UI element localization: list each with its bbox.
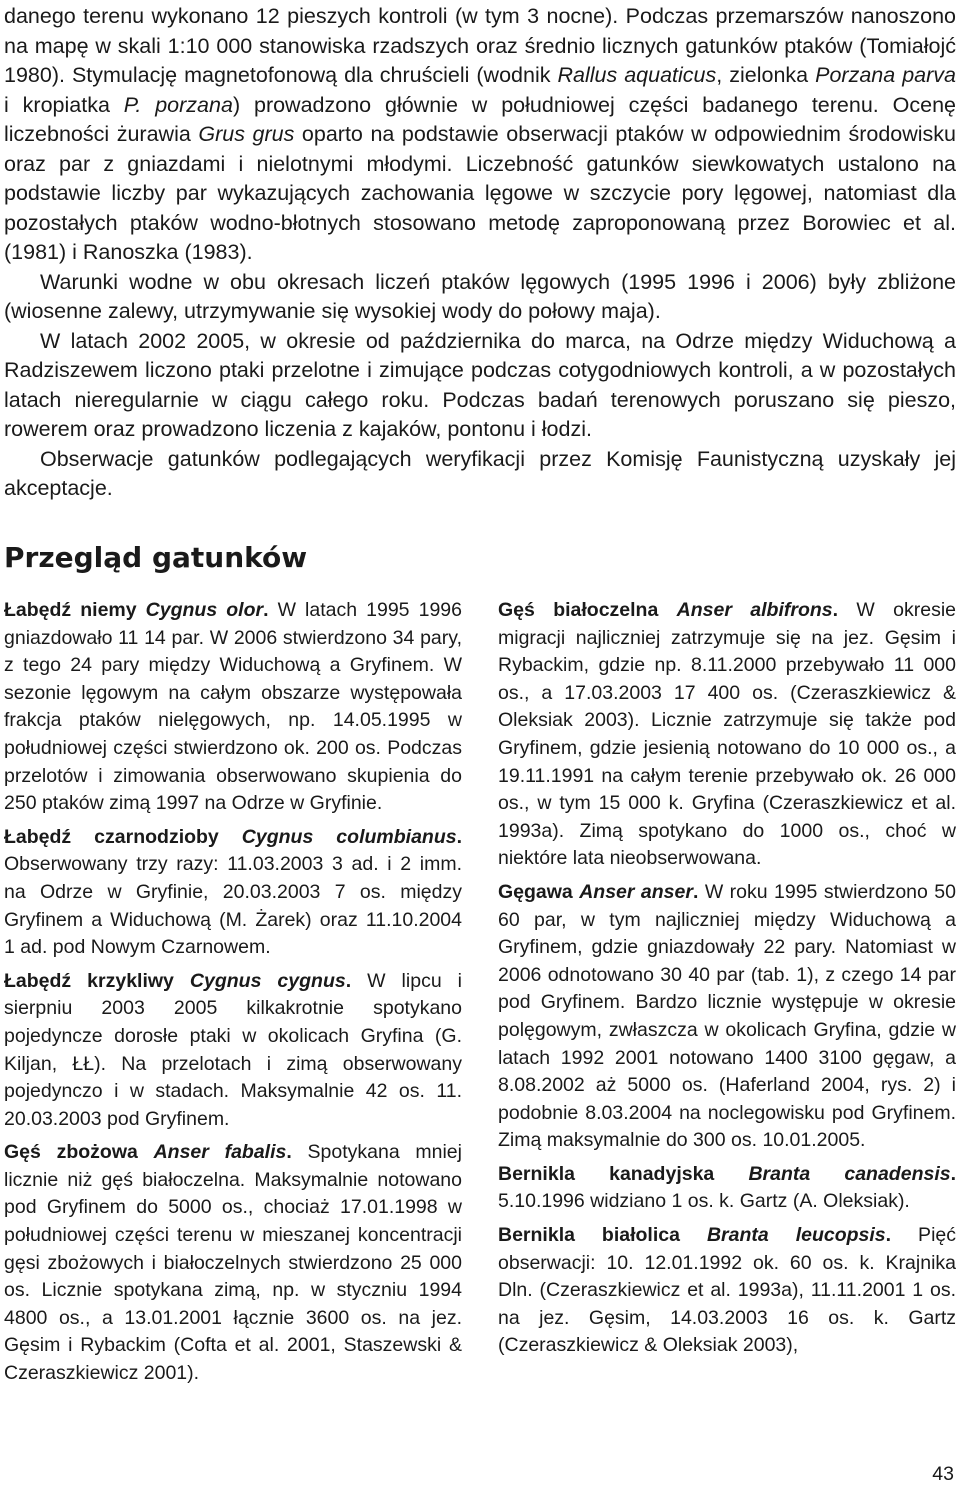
species-entry-bewicks-swan: Łabędź czarnodzioby Cygnus columbianus. Obserwowany trzy razy: 11.03.2003 3 ad. i 2 imm. na Odrze w Gryfinie, 20.03.2003 7 os. między Gryfinem a Widuchową (M. Żarek) oraz 11.10.2004 1 ad. pod Nowym Czarnowem. [4,825,462,959]
section-heading: Przegląd gatunków [4,541,308,574]
page-number: 43 [932,1463,954,1485]
intro-paragraph-winter-counts: W latach 2002 2005, w okresie od października do marca, na Odrze między Widuchową a Radziszewem liczono ptaki przelotne i zimujące podczas cotygodniowych kontroli, a w pozostałych latach nieregularnie w ciągu całego roku. Podczas badań terenowych poruszano się pieszo, rowerem oraz prowadzono liczenia z kajaków, pontonu i łodzi. [4,328,956,441]
species-entry-whooper-swan: Łabędź krzykliwy Cygnus cygnus. W lipcu i sierpniu 2003 2005 kilkakrotnie spotykano pojedyncze dorosłe ptaki w okolicach Gryfina (G. Kiljan, ŁŁ). Na przelotach i zimą obserwowany pojedynczo i w stadach. Maksymalnie 42 os. 11. 20.03.2003 pod Gryfinem. [4,969,463,1130]
species-entry-barnacle-goose: Bernikla białolica Branta leucopsis. Pięć obserwacji: 10. 12.01.1992 ok. 60 os. k. Krajnika Dln. (Czeraszkiewicz et al. 1993a), 11.11.2001 1 os. na jez. Gęsim, 14.03.2003 16 os. k. Gartz (Czeraszkiewicz & Oleksiak 2003), [498,1224,956,1357]
intro-paragraph-verification: Obserwacje gatunków podlegających weryfikacji przez Komisję Faunistyczną uzyskały jej akceptacje. [4,446,956,500]
right-column [498,597,956,1366]
intro-paragraph-water-conditions: Warunki wodne w obu okresach liczeń ptaków lęgowych (1995 1996 i 2006) były zbliżone (wiosenne zalewy, utrzymywanie się wysokiej wody do połowy maja). [4,269,956,323]
species-entry-white-fronted-goose: Gęś białoczelna Anser albifrons. W okresie migracji najliczniej zatrzymuje się na jez. Gęsim i Rybackim, gdzie np. 8.11.2000 przebywało 11 000 os., a 17.03.2003 17 400 os. (Czeraszkiewicz & Oleksiak 2003). Licznie zatrzymuje się także pod Gryfinem, gdzie jesienią notowano do 10 000 os., a 19.11.1991 na całym terenie przebywało ok. 26 000 os., w tym 15 000 k. Gryfina (Czeraszkiewicz et al. 1993a). Zimą spotykano do 1000 os., choć w niektóre lata nieobserwowana. [498,599,956,870]
species-entry-bean-goose: Gęś zbożowa Anser fabalis. Spotykana mniej licznie niż gęś białoczelna. Maksymalnie notowano pod Gryfinem do 5000 os., chociaż 17.01.1998 w południowej części terenu w mieszanej koncentracji gęsi zbożowych i białoczelnych stwierdzono 25 000 os. Licznie spotykana zimą, np. w styczniu 1994 4800 os., a 13.01.2001 łącznie 3600 os. na jez. Gęsim i Rybackim (Cofta et al. 2001, Staszewski & Czeraszkiewicz 2001). [4,1141,462,1385]
intro-paragraph-methods: danego terenu wykonano 12 pieszych kontroli (w tym 3 nocne). Podczas przemarszów nanoszono na mapę w skali 1:10 000 stanowiska rzadszych oraz średnio licznych gatunków ptaków (Tomiałojć 1980). Stymulację magnetofonową dla chruścieli (wodnik Rallus aquaticus, zielonka Porzana parva i kropiatka P. porzana) prowadzono głównie w południowej części badanego terenu. Ocenę liczebności żurawia Grus grus oparto na podstawie obserwacji ptaków w odpowiednim środowisku oraz par z gniazdami i nielotnymi młodymi. Liczebność gatunków siewkowatych ustalono na podstawie liczby par wykazujących zachowania lęgowe w szczycie pory lęgowej, natomiast dla pozostałych ptaków wodno-błotnych stosowano metodę zaproponowaną przez Borowiec et al. (1981) i Ranoszka (1983). [4,4,957,264]
left-column [4,597,462,1394]
species-entry-mute-swan: Łabędź niemy Cygnus olor. W latach 1995 1996 gniazdowało 11 14 par. W 2006 stwierdzono 34 pary, z tego 24 pary między Widuchową a Gryfinem. W sezonie lęgowym na całym obszarze występowała frakcja ptaków nielęgowych, np. 14.05.1995 w południowej części stwierdzono ok. 200 os. Podczas przelotów i zimowania obserwowano skupienia do 250 ptaków zimą 1997 na Odrze w Gryfinie. [4,599,462,815]
intro-text [4,2,956,504]
species-entry-greylag-goose: Gęgawa Anser anser. W roku 1995 stwierdzono 50 60 par, w tym najliczniej między Widuchową a Gryfinem, gdzie gniazdowały 22 pary. Natomiast w 2006 odnotowano 30 40 par (tab. 1), z czego 14 par pod Gryfinem. Bardzo licznie występuje w okresie polęgowym, zwłaszcza w okolicach Gryfina, gdzie w latach 1992 2001 notowano 1400 3100 gęgaw, a 8.08.2002 aż 5000 os. (Haferland 2004, rys. 2) i podobnie 8.03.2004 na noclegowisku pod Gryfinem. Zimą maksymalnie do 300 os. 10.01.2005. [498,880,956,1152]
species-entry-canada-goose: Bernikla kanadyjska Branta canadensis. 5.10.1996 widziano 1 os. k. Gartz (A. Oleksiak). [498,1162,957,1213]
